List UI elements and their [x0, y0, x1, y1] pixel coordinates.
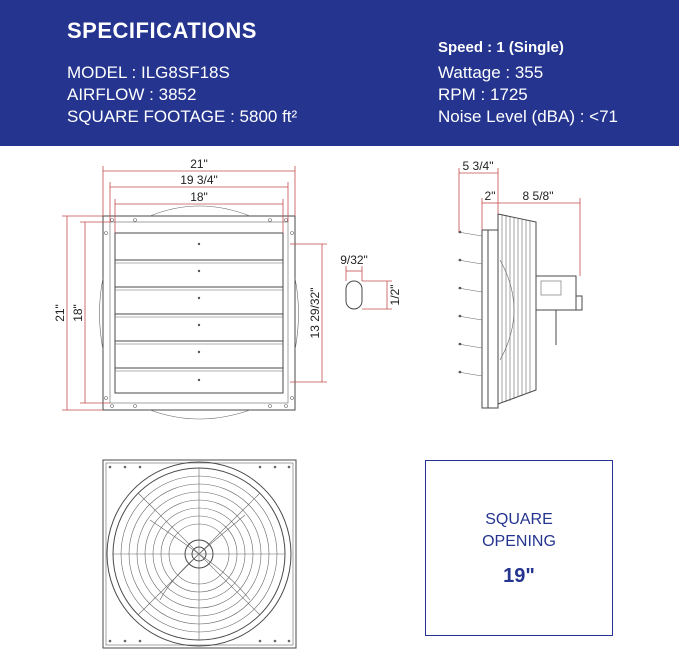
slot-height-label: 1/2": [388, 284, 402, 306]
front-height-inner-label: 18": [71, 304, 85, 322]
side-depth-back-label: 8 5/8": [522, 189, 554, 203]
model-spec: MODEL : ILG8SF18S: [67, 63, 230, 82]
front-height-outer-label: 21": [53, 304, 67, 322]
slot-width-label: 9/32": [340, 253, 368, 267]
rpm-spec: RPM : 1725: [438, 85, 528, 104]
front-height-shutter-label: 13 29/32": [308, 287, 322, 339]
front-width-inner-label: 18": [190, 190, 208, 204]
front-width-middle-label: 19 3/4": [180, 173, 218, 187]
airflow-spec: AIRFLOW : 3852: [67, 85, 197, 104]
front-width-outer-label: 21": [190, 157, 208, 171]
square-footage-spec: SQUARE FOOTAGE : 5800 ft²: [67, 107, 298, 126]
noise-level-spec: Noise Level (dBA) : <71: [438, 107, 619, 126]
slot-detail-drawing: [340, 253, 402, 309]
side-view-drawing: [458, 159, 582, 408]
square-opening-label: SQUARE OPENING: [482, 511, 556, 550]
speed-spec: Speed : 1 (Single): [438, 39, 564, 56]
front-view-drawing: [53, 157, 327, 419]
specifications-title: SPECIFICATIONS: [67, 18, 257, 43]
wattage-spec: Wattage : 355: [438, 63, 544, 82]
square-opening-box: [425, 460, 613, 636]
rear-view-drawing: [103, 460, 296, 648]
square-opening-size: 19": [503, 565, 535, 587]
side-depth-total-label: 5 3/4": [462, 159, 494, 173]
side-depth-front-label: 2": [484, 189, 496, 203]
